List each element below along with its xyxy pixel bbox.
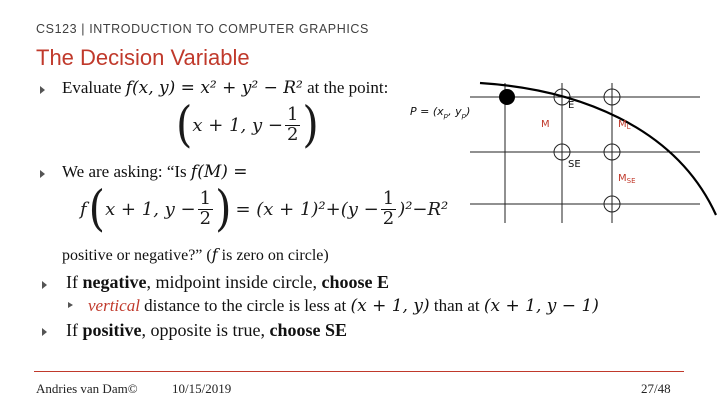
half-fraction — [285, 103, 300, 145]
p-label: $P = (x_p$, $y_p$) — [410, 105, 471, 120]
label-e: E — [568, 100, 575, 111]
fraction-numerator: 1 — [382, 187, 395, 209]
bullet-evaluate — [62, 78, 388, 98]
bullet-asking — [62, 162, 248, 182]
positive-choose: choose SE — [269, 320, 348, 340]
label-m: M — [541, 119, 550, 130]
negative-choose: choose E — [321, 272, 389, 292]
sub-bullet-marker — [68, 302, 73, 308]
evaluate-function: f(x, y) = x² + y² − R² — [125, 78, 303, 98]
label-mse: $M_{SE}$ — [618, 173, 636, 185]
evaluate-suffix: at the point: — [307, 78, 389, 97]
evaluate-label: Evaluate — [62, 78, 122, 97]
equation-middle: = (x + 1)²+(y − — [235, 198, 379, 220]
label-se: SE — [568, 159, 581, 170]
footer-author: Andries van Dam© — [36, 381, 138, 396]
equation — [80, 180, 449, 237]
fraction-denominator: 2 — [286, 123, 299, 145]
positive-bold: positive — [82, 320, 142, 340]
circle-arc — [480, 83, 716, 215]
negative-mid: , midpoint inside circle, — [146, 272, 322, 292]
vertical-point-1: (x + 1, y) — [350, 296, 430, 316]
positive-f: f — [211, 245, 218, 264]
point-expression — [176, 96, 319, 153]
slide-title: The Decision Variable — [36, 45, 250, 70]
equation-args: x + 1, y − — [105, 198, 196, 220]
vertical-point-2: (x + 1, y − 1) — [483, 296, 599, 316]
bullet-negative — [66, 272, 389, 293]
bullet-marker — [40, 170, 45, 178]
close-paren: ) — [215, 180, 232, 237]
bullet-vertical — [88, 296, 599, 316]
close-paren: ) — [302, 96, 319, 153]
half-fraction — [381, 187, 396, 229]
fraction-numerator: 1 — [286, 103, 299, 125]
bullet-marker — [42, 281, 47, 289]
vertical-than: than at — [429, 296, 484, 315]
label-ml: $M_L$ — [618, 119, 631, 131]
footer-divider — [34, 371, 684, 372]
negative-if: If — [66, 272, 83, 292]
asking-label: We are asking: “Is — [62, 162, 187, 181]
bullet-marker — [40, 86, 45, 94]
bullet-marker — [42, 328, 47, 336]
footer-date: 10/15/2019 — [172, 381, 232, 396]
bullet-positive — [66, 320, 347, 341]
vertical-rest: distance to the circle is less at — [139, 296, 351, 315]
fraction-denominator: 2 — [382, 207, 395, 229]
midpoint-diagram — [400, 75, 720, 225]
current-pixel-p — [499, 89, 515, 105]
positive-text: positive or negative?” ( — [62, 247, 212, 264]
negative-bold: negative — [82, 272, 147, 292]
course-header: CS123 | INTRODUCTION TO COMPUTER GRAPHICS — [36, 22, 369, 36]
equation-right: )²−R² — [398, 198, 449, 220]
open-paren: ( — [88, 180, 106, 237]
vertical-word: vertical — [88, 296, 140, 315]
positive-if: If — [66, 320, 83, 340]
positive-tail: is zero on circle) — [217, 247, 329, 264]
equation-f: f — [80, 198, 87, 220]
asking-function: f(M) = — [190, 162, 248, 182]
positive-mid: , opposite is true, — [141, 320, 270, 340]
positive-or-negative — [62, 245, 329, 265]
half-fraction — [198, 187, 213, 229]
point-args: x + 1, y − — [192, 114, 283, 136]
fraction-denominator: 2 — [199, 207, 212, 229]
page-number: 27/48 — [641, 381, 671, 396]
open-paren: ( — [176, 96, 193, 153]
fraction-numerator: 1 — [199, 187, 212, 209]
